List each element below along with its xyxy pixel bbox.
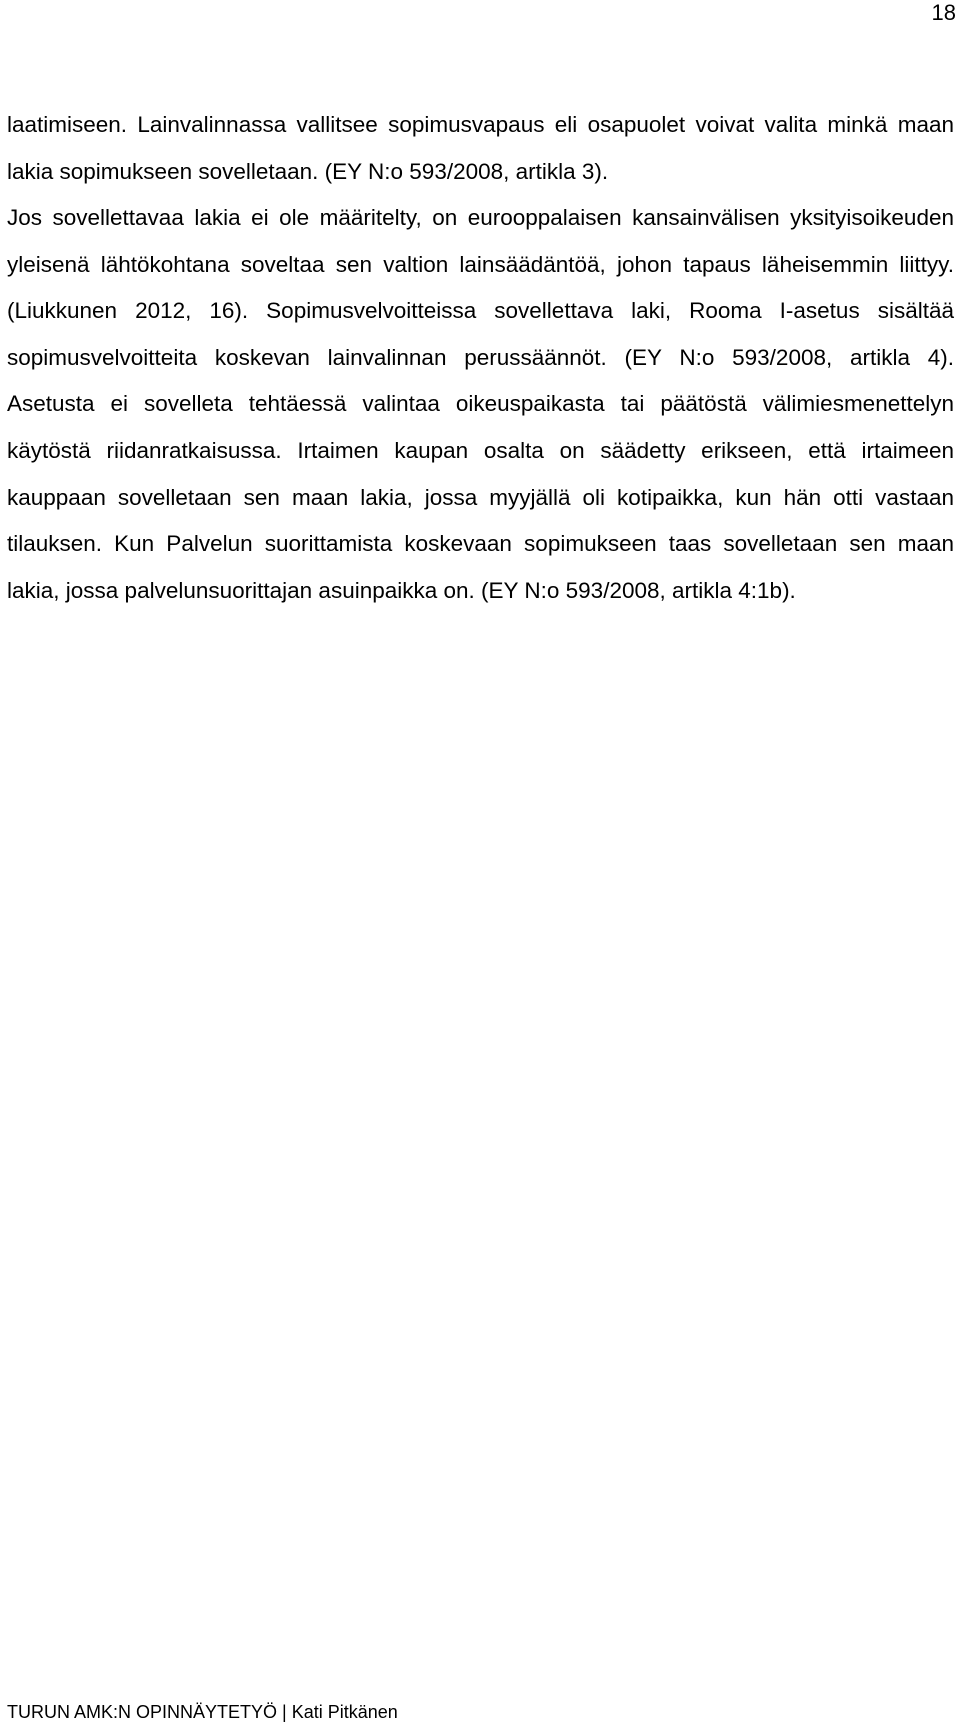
paragraph-1: laatimiseen. Lainvalinnassa vallitsee sopimusvapaus eli osapuolet voivat valita minkä maan lakia sopimukseen sovelletaan. (EY N:o 593/2008, artikla 3). — [7, 112, 954, 184]
page-footer: TURUN AMK:N OPINNÄYTETYÖ | Kati Pitkänen — [7, 1702, 398, 1722]
paragraph-2: Jos sovellettavaa lakia ei ole määritelty, on eurooppalaisen kansainvälisen yksityisoikeuden yleisenä lähtökohtana soveltaa sen valtion lainsäädäntöä, johon tapaus läheisemmin liittyy. (Liukkunen 2012, 16). Sopimusvelvoitteissa sovellettava laki, Rooma I-asetus sisältää sopimusvelvoitteita koskevan lainvalinnan perussäännöt. (EY N:o 593/2008, artikla 4). Asetusta ei sovelleta tehtäessä valintaa oikeuspaikasta tai päätöstä välimiesmenettelyn käytöstä riidanratkaisussa. Irtaimen kaupan osalta on säädetty erikseen, että irtaimeen kauppaan sovelletaan sen maan lakia, jossa myyjällä oli kotipaikka, kun hän otti vastaan tilauksen. Kun Palvelun suorittamista koskevaan sopimukseen taas sovelletaan sen maan lakia, jossa palvelunsuorittajan asuinpaikka on. (EY N:o 593/2008, artikla 4:1b). — [7, 205, 954, 603]
page-number: 18 — [931, 0, 956, 25]
